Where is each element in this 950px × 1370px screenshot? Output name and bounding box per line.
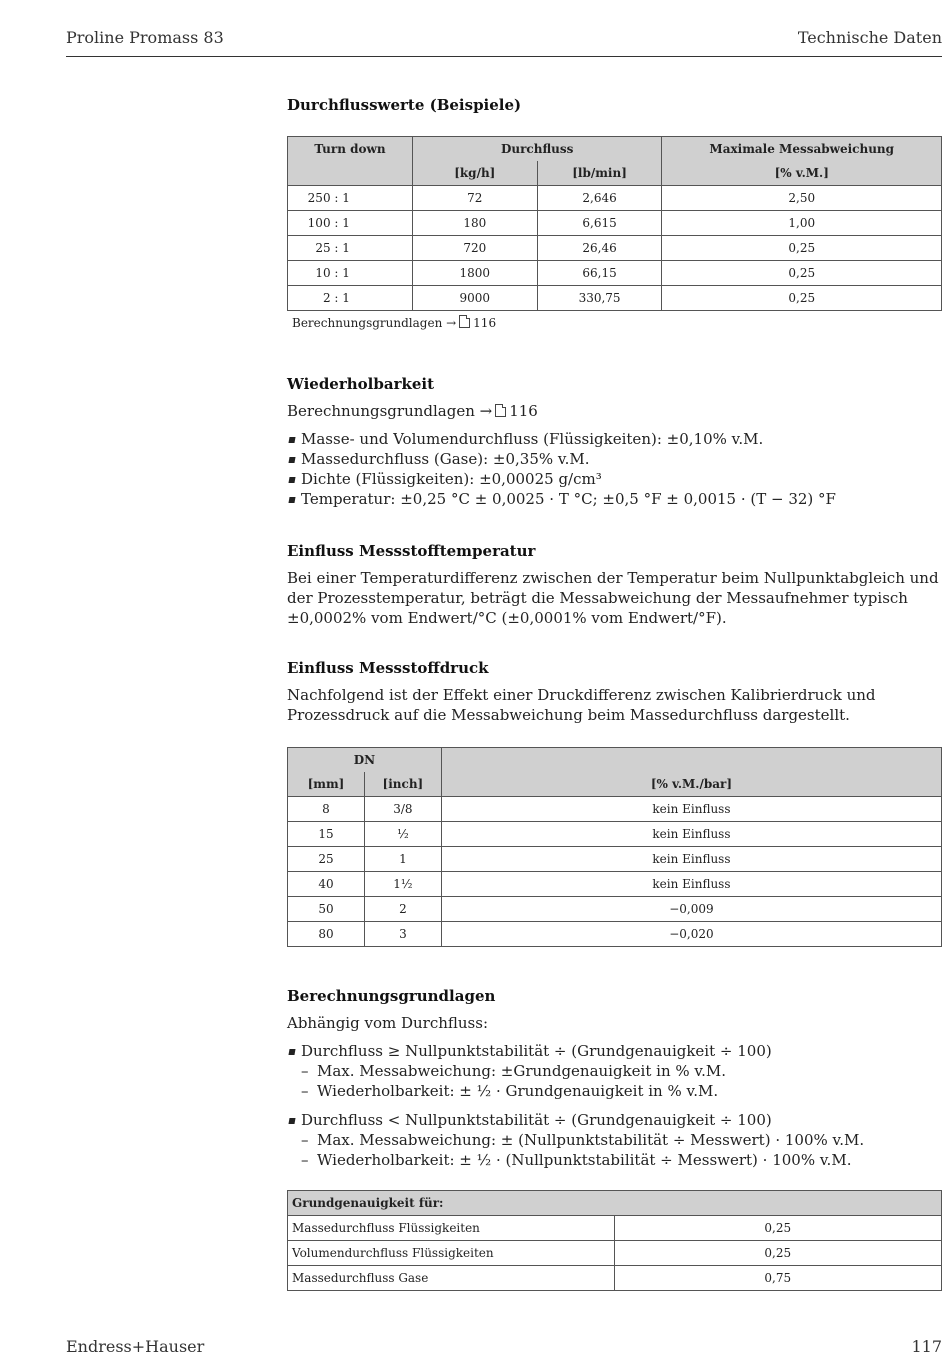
cell-value: 0,25 (614, 1216, 941, 1241)
table-row (288, 822, 942, 847)
list-item (287, 1041, 942, 1101)
cell-turndown: 10 : 1 (288, 261, 413, 286)
cell-inch: 1 (364, 847, 441, 872)
cell-effect: kein Einfluss (441, 847, 941, 872)
header-rule (66, 56, 942, 57)
bullet-text: Durchfluss < Nullpunktstabilität ÷ (Grundgenauigkeit ÷ 100) (301, 1111, 772, 1129)
header-turndown: Turn down (288, 137, 413, 162)
cell-turndown: 2 : 1 (288, 286, 413, 311)
document-icon (495, 404, 506, 417)
section-wiederholbarkeit (287, 375, 942, 509)
cell-lbmin: 2,646 (537, 186, 662, 211)
table-row (288, 261, 942, 286)
table-row (288, 186, 942, 211)
cell-kgh: 1800 (412, 261, 537, 286)
header-inch: [inch] (364, 772, 441, 797)
section-title: Berechnungsgrundlagen (287, 987, 496, 1005)
document-icon (459, 315, 470, 328)
cell-inch: ½ (364, 822, 441, 847)
list-item: Temperatur: ±0,25 °C ± 0,0025 · T °C; ±0,5 °F ± 0,0015 · (T − 32) °F (287, 489, 942, 509)
cell-lbmin: 6,615 (537, 211, 662, 236)
section-messstoffdruck (287, 659, 942, 947)
list-item: Massedurchfluss (Gase): ±0,35% v.M. (287, 449, 942, 469)
header-empty (288, 161, 413, 186)
header-bar: [% v.M./bar] (441, 772, 941, 797)
sub-list-item: – Wiederholbarkeit: ± ½ · Grundgenauigkeit in % v.M. (301, 1081, 942, 1101)
cell-turndown: 25 : 1 (288, 236, 413, 261)
table-row (288, 1266, 942, 1291)
table-note (287, 315, 942, 330)
header-unit-vm: [% v.M.] (662, 161, 942, 186)
footer-brand: Endress+Hauser (66, 1337, 205, 1356)
cell-effect: −0,009 (441, 897, 941, 922)
cell-vm: 1,00 (662, 211, 942, 236)
section-durchflusswerte (287, 96, 942, 330)
cell-value: 0,75 (614, 1266, 941, 1291)
table-row (288, 897, 942, 922)
cell-effect: −0,020 (441, 922, 941, 947)
header-unit-kgh: [kg/h] (412, 161, 537, 186)
table-row (288, 1241, 942, 1266)
cell-effect: kein Einfluss (441, 822, 941, 847)
table-row (288, 1216, 942, 1241)
table-row (288, 211, 942, 236)
cell-mm: 8 (288, 797, 365, 822)
calculation-list-2 (287, 1110, 942, 1170)
sub-list-item: – Max. Messabweichung: ±Grundgenauigkeit in % v.M. (301, 1061, 942, 1081)
cell-inch: 3 (364, 922, 441, 947)
list-item: Masse- und Volumendurchfluss (Flüssigkeiten): ±0,10% v.M. (287, 429, 942, 449)
table-row (288, 286, 942, 311)
section-title: Wiederholbarkeit (287, 375, 435, 393)
cell-kgh: 180 (412, 211, 537, 236)
header-empty (441, 748, 941, 773)
header-mm: [mm] (288, 772, 365, 797)
header-unit-lbmin: [lb/min] (537, 161, 662, 186)
calculation-list-1 (287, 1041, 942, 1101)
cell-kgh: 9000 (412, 286, 537, 311)
sub-list (301, 1061, 942, 1101)
table-row (288, 922, 942, 947)
paragraph: Nachfolgend ist der Effekt einer Druckdifferenz zwischen Kalibrierdruck und Prozessdruck auf die Messabweichung beim Massedurchfluss dargestellt. (287, 686, 876, 724)
cell-mm: 25 (288, 847, 365, 872)
cell-inch: 3/8 (364, 797, 441, 822)
repeatability-list (287, 429, 942, 509)
cell-label: Volumendurchfluss Flüssigkeiten (288, 1241, 615, 1266)
header-section-name: Technische Daten (797, 28, 942, 47)
intro-text: Abhängig vom Durchfluss: (287, 1014, 488, 1032)
table-row (288, 797, 942, 822)
cell-vm: 0,25 (662, 261, 942, 286)
header-max-messabweichung: Maximale Messabweichung (662, 137, 942, 162)
cell-effect: kein Einfluss (441, 797, 941, 822)
cell-lbmin: 330,75 (537, 286, 662, 311)
flow-values-table (287, 136, 942, 311)
cell-value: 0,25 (614, 1241, 941, 1266)
cell-mm: 40 (288, 872, 365, 897)
bullet-text: Durchfluss ≥ Nullpunktstabilität ÷ (Grundgenauigkeit ÷ 100) (301, 1042, 772, 1060)
cell-label: Massedurchfluss Flüssigkeiten (288, 1216, 615, 1241)
note-page-ref[interactable]: 116 (473, 316, 497, 330)
cell-turndown: 250 : 1 (288, 186, 413, 211)
header-product-name: Proline Promass 83 (66, 28, 224, 47)
section-title: Durchflusswerte (Beispiele) (287, 96, 522, 114)
base-accuracy-table (287, 1190, 942, 1291)
list-item: Dichte (Flüssigkeiten): ±0,00025 g/cm³ (287, 469, 942, 489)
cell-inch: 2 (364, 897, 441, 922)
cell-vm: 0,25 (662, 236, 942, 261)
header-base-accuracy: Grundgenauigkeit für: (288, 1191, 942, 1216)
pressure-effect-table (287, 747, 942, 947)
cell-kgh: 720 (412, 236, 537, 261)
cell-lbmin: 26,46 (537, 236, 662, 261)
cell-lbmin: 66,15 (537, 261, 662, 286)
sub-list-item: – Wiederholbarkeit: ± ½ · (Nullpunktstabilität ÷ Messwert) · 100% v.M. (301, 1150, 942, 1170)
sub-list (301, 1130, 942, 1170)
ref-text: Berechnungsgrundlagen → (287, 402, 493, 420)
reference-line (287, 401, 942, 421)
ref-page[interactable]: 116 (509, 402, 538, 420)
header-dn: DN (288, 748, 442, 773)
note-text: Berechnungsgrundlagen → (292, 316, 457, 330)
cell-mm: 50 (288, 897, 365, 922)
section-berechnungsgrundlagen (287, 987, 942, 1291)
cell-turndown: 100 : 1 (288, 211, 413, 236)
section-title: Einfluss Messstofftemperatur (287, 542, 536, 560)
list-item (287, 1110, 942, 1170)
paragraph: Bei einer Temperaturdifferenz zwischen der Temperatur beim Nullpunktabgleich und der Prozesstemperatur, beträgt die Messabweichung der Messaufnehmer typisch ±0,0002% vom Endwert/°C (±0,0001% vom Endwert/°F). (287, 569, 939, 627)
cell-inch: 1½ (364, 872, 441, 897)
table-row (288, 872, 942, 897)
section-messstofftemperatur (287, 542, 942, 628)
page-number: 117 (911, 1337, 942, 1356)
cell-kgh: 72 (412, 186, 537, 211)
sub-list-item: – Max. Messabweichung: ± (Nullpunktstabilität ÷ Messwert) · 100% v.M. (301, 1130, 942, 1150)
cell-label: Massedurchfluss Gase (288, 1266, 615, 1291)
cell-vm: 0,25 (662, 286, 942, 311)
table-row (288, 847, 942, 872)
cell-mm: 80 (288, 922, 365, 947)
cell-effect: kein Einfluss (441, 872, 941, 897)
cell-vm: 2,50 (662, 186, 942, 211)
cell-mm: 15 (288, 822, 365, 847)
section-title: Einfluss Messstoffdruck (287, 659, 489, 677)
header-durchfluss: Durchfluss (412, 137, 662, 162)
table-row (288, 236, 942, 261)
